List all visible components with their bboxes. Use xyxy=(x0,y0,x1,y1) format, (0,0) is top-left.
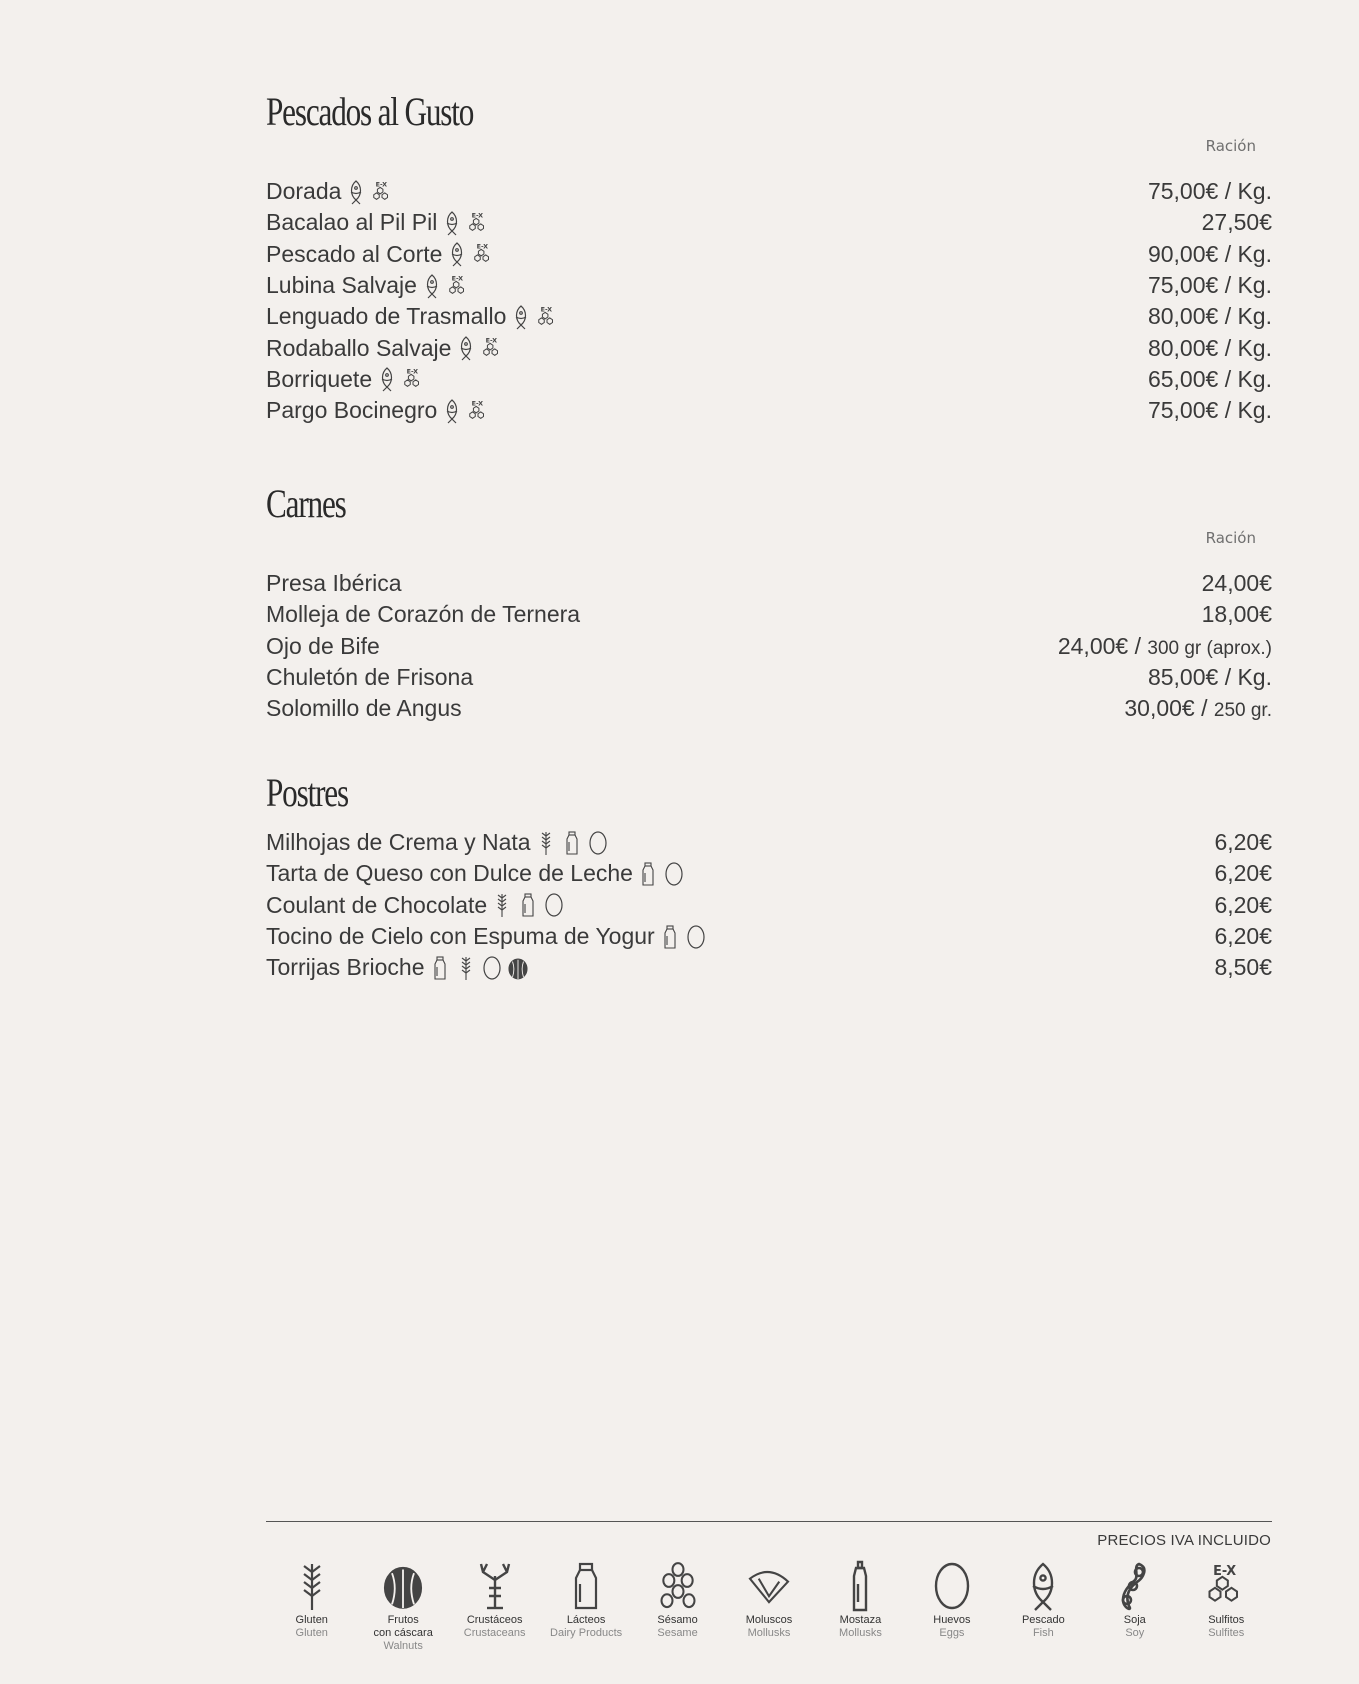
item-name: Pargo Bocinegro xyxy=(266,397,438,424)
item-name-group xyxy=(266,209,489,236)
legend-item xyxy=(632,1560,723,1653)
gluten-icon xyxy=(491,892,513,918)
item-list xyxy=(266,176,1272,426)
legend-item xyxy=(815,1560,906,1653)
price-value: 65,00€ / Kg. xyxy=(1147,365,1272,392)
legend-label-es: Crustáceos xyxy=(466,1614,523,1626)
menu-item xyxy=(266,952,1272,983)
nuts-icon xyxy=(507,955,529,981)
menu-item xyxy=(266,858,1272,889)
fish-icon xyxy=(455,335,477,361)
item-name-group xyxy=(266,860,685,887)
item-price xyxy=(1214,860,1272,887)
legend-label-es: Mostaza xyxy=(839,1614,882,1626)
price-value: 30,00€ / xyxy=(1124,695,1208,722)
menu-item xyxy=(266,176,1272,207)
footer-divider xyxy=(266,1521,1272,1522)
item-name: Solomillo de Angus xyxy=(266,695,462,722)
legend-item xyxy=(1181,1560,1272,1653)
dairy-icon xyxy=(517,892,539,918)
legend-item xyxy=(1089,1560,1180,1653)
menu-item xyxy=(266,631,1272,662)
item-name-group xyxy=(266,892,565,919)
item-name-group xyxy=(266,366,424,393)
legend-label-en: Mollusks xyxy=(747,1627,791,1639)
legend-label-en: Gluten xyxy=(295,1627,328,1639)
menu-item xyxy=(266,270,1272,301)
item-name: Rodaballo Salvaje xyxy=(266,334,452,361)
item-name-group xyxy=(266,178,393,205)
item-name: Lubina Salvaje xyxy=(266,272,417,299)
item-name: Lenguado de Trasmallo xyxy=(266,303,507,330)
item-name: Torrijas Brioche xyxy=(266,954,425,981)
nuts-icon xyxy=(381,1560,425,1612)
svg-text:E-X: E-X xyxy=(406,367,419,376)
legend-item xyxy=(723,1560,814,1653)
item-name: Presa Ibérica xyxy=(266,570,402,597)
menu-item xyxy=(266,693,1272,724)
item-price xyxy=(1148,303,1272,330)
item-name-group xyxy=(266,335,503,362)
menu-item xyxy=(266,207,1272,238)
price-value: 80,00€ / Kg. xyxy=(1147,334,1272,361)
fish-icon xyxy=(345,179,367,205)
item-price xyxy=(1214,892,1272,919)
item-price xyxy=(1148,178,1272,205)
price-value: 80,00€ / Kg. xyxy=(1147,303,1272,330)
item-name-group xyxy=(266,923,707,950)
dairy-icon xyxy=(637,861,659,887)
item-name-group xyxy=(266,954,529,981)
item-name: Borriquete xyxy=(266,365,373,392)
item-name: Molleja de Corazón de Ternera xyxy=(266,601,581,628)
item-list xyxy=(266,827,1272,983)
item-name-group xyxy=(266,303,558,330)
legend-item xyxy=(357,1560,448,1653)
mollusk-icon xyxy=(747,1560,791,1612)
legend-item xyxy=(906,1560,997,1653)
price-value: 18,00€ xyxy=(1201,601,1272,628)
legend-label-es: Huevos xyxy=(933,1614,971,1626)
item-name-group xyxy=(266,829,609,856)
sulfites-icon xyxy=(371,179,393,205)
egg-icon xyxy=(930,1560,974,1612)
item-price xyxy=(1214,923,1272,950)
dairy-icon xyxy=(429,955,451,981)
menu-item xyxy=(266,827,1272,858)
item-name: Dorada xyxy=(266,178,342,205)
sulfites-icon xyxy=(1204,1560,1248,1612)
crustacean-icon xyxy=(473,1560,517,1612)
section-postres xyxy=(266,770,1272,981)
price-value: 90,00€ / Kg. xyxy=(1147,240,1272,267)
item-name: Milhojas de Crema y Nata xyxy=(266,829,531,856)
item-name-group xyxy=(266,397,489,424)
legend-label-es: Frutos con cáscara xyxy=(373,1614,433,1639)
gluten-icon xyxy=(535,830,557,856)
item-price xyxy=(1148,366,1272,393)
price-value: 75,00€ / Kg. xyxy=(1147,397,1272,424)
egg-icon xyxy=(663,861,685,887)
svg-text:E-X: E-X xyxy=(485,336,498,345)
price-value: 24,00€ / xyxy=(1057,632,1141,659)
section-title: Pescados al Gusto xyxy=(266,89,474,134)
item-price xyxy=(1202,601,1272,628)
menu-item xyxy=(266,890,1272,921)
fish-icon xyxy=(510,304,532,330)
legend-label-es: Pescado xyxy=(1021,1614,1065,1626)
fish-icon xyxy=(446,241,468,267)
price-unit: 300 gr (aprox.) xyxy=(1147,637,1272,659)
fish-icon xyxy=(376,366,398,392)
item-price xyxy=(1148,272,1272,299)
price-value: 8,50€ xyxy=(1214,954,1272,981)
legend-item xyxy=(998,1560,1089,1653)
egg-icon xyxy=(685,924,707,950)
fish-icon xyxy=(421,273,443,299)
price-unit: 250 gr. xyxy=(1213,700,1272,722)
svg-text:E-X: E-X xyxy=(376,180,388,189)
item-price xyxy=(1202,209,1272,236)
item-name: Bacalao al Pil Pil xyxy=(266,209,438,236)
item-price xyxy=(1148,664,1272,691)
legend-label-en: Crustaceans xyxy=(463,1627,526,1639)
svg-text:E-X: E-X xyxy=(451,274,463,283)
item-price xyxy=(1124,695,1272,722)
svg-text:E-X: E-X xyxy=(471,211,484,220)
legend-label-en: Eggs xyxy=(939,1627,965,1639)
fish-icon xyxy=(441,398,463,424)
section-title: Postres xyxy=(266,770,348,815)
egg-icon xyxy=(481,955,503,981)
column-label: Ración xyxy=(1205,137,1256,155)
svg-text:E-X: E-X xyxy=(540,305,553,314)
egg-icon xyxy=(543,892,565,918)
gluten-icon xyxy=(290,1560,334,1612)
menu-item xyxy=(266,599,1272,630)
item-name: Ojo de Bife xyxy=(266,632,380,659)
price-value: 6,20€ xyxy=(1214,923,1272,950)
item-list xyxy=(266,568,1272,724)
item-price xyxy=(1214,954,1272,981)
item-price xyxy=(1058,633,1272,660)
legend-label-en: Soy xyxy=(1125,1627,1145,1639)
menu-item xyxy=(266,364,1272,395)
price-value: 27,50€ xyxy=(1201,209,1272,236)
section-pescados xyxy=(266,89,1272,424)
item-price xyxy=(1202,570,1272,597)
menu-item xyxy=(266,301,1272,332)
item-name: Chuletón de Frisona xyxy=(266,664,474,691)
price-value: 85,00€ / Kg. xyxy=(1147,664,1272,691)
item-price xyxy=(1148,397,1272,424)
dairy-icon xyxy=(561,830,583,856)
legend-label-es: Sulfitos xyxy=(1208,1614,1245,1626)
menu-item xyxy=(266,239,1272,270)
price-value: 6,20€ xyxy=(1214,891,1272,918)
section-carnes xyxy=(266,481,1272,722)
legend-item xyxy=(449,1560,540,1653)
sulfites-icon xyxy=(467,210,489,236)
legend-label-en: Fish xyxy=(1032,1627,1054,1639)
price-value: 6,20€ xyxy=(1214,829,1272,856)
legend-label-en: Walnuts xyxy=(383,1640,423,1652)
price-value: 75,00€ / Kg. xyxy=(1147,272,1272,299)
menu-item xyxy=(266,395,1272,426)
item-name-group xyxy=(266,664,473,691)
item-price xyxy=(1214,829,1272,856)
section-title: Carnes xyxy=(266,481,346,526)
item-name-group xyxy=(266,570,402,597)
allergen-legend xyxy=(266,1560,1272,1653)
fish-icon xyxy=(441,210,463,236)
item-name: Tarta de Queso con Dulce de Leche xyxy=(266,860,633,887)
legend-label-en: Sulfites xyxy=(1208,1627,1245,1639)
dairy-icon xyxy=(659,924,681,950)
price-value: 24,00€ xyxy=(1201,570,1272,597)
legend-label-es: Lácteos xyxy=(566,1614,606,1626)
item-name-group xyxy=(266,601,580,628)
column-label: Ración xyxy=(1205,529,1256,547)
price-value: 75,00€ / Kg. xyxy=(1147,178,1272,205)
soy-icon xyxy=(1113,1560,1157,1612)
legend-label-en: Mollusks xyxy=(839,1627,882,1639)
menu-item xyxy=(266,921,1272,952)
sesame-icon xyxy=(656,1560,700,1612)
legend-label-es: Soja xyxy=(1123,1614,1146,1626)
menu-page xyxy=(266,0,1272,1684)
menu-item xyxy=(266,568,1272,599)
item-price xyxy=(1148,241,1272,268)
legend-label-en: Sesame xyxy=(657,1627,698,1639)
legend-label-es: Gluten xyxy=(295,1614,328,1626)
legend-label-es: Sésamo xyxy=(657,1614,698,1626)
legend-item xyxy=(266,1560,357,1653)
sulfites-icon xyxy=(447,273,469,299)
dairy-icon xyxy=(564,1560,608,1612)
legend-item xyxy=(540,1560,631,1653)
menu-item xyxy=(266,332,1272,363)
menu-item xyxy=(266,662,1272,693)
sulfites-icon xyxy=(481,335,503,361)
sulfites-icon xyxy=(536,304,558,330)
item-name: Pescado al Corte xyxy=(266,240,443,267)
gluten-icon xyxy=(455,955,477,981)
egg-icon xyxy=(587,830,609,856)
iva-note: PRECIOS IVA INCLUIDO xyxy=(1097,1532,1271,1549)
item-name-group xyxy=(266,633,380,660)
sulfites-icon xyxy=(402,366,424,392)
item-name-group xyxy=(266,241,494,268)
sulfites-icon xyxy=(467,398,489,424)
svg-text:E-X: E-X xyxy=(471,399,484,408)
legend-label-en: Dairy Products xyxy=(550,1627,623,1639)
svg-text:E-X: E-X xyxy=(477,242,489,251)
item-name: Coulant de Chocolate xyxy=(266,891,488,918)
fish-icon xyxy=(1021,1560,1065,1612)
mustard-icon xyxy=(838,1560,882,1612)
item-price xyxy=(1148,335,1272,362)
item-name: Tocino de Cielo con Espuma de Yogur xyxy=(266,923,655,950)
price-value: 6,20€ xyxy=(1214,860,1272,887)
item-name-group xyxy=(266,272,469,299)
sulfites-icon xyxy=(472,241,494,267)
item-name-group xyxy=(266,695,462,722)
legend-label-es: Moluscos xyxy=(745,1614,793,1626)
svg-text:E-X: E-X xyxy=(1213,1564,1237,1579)
